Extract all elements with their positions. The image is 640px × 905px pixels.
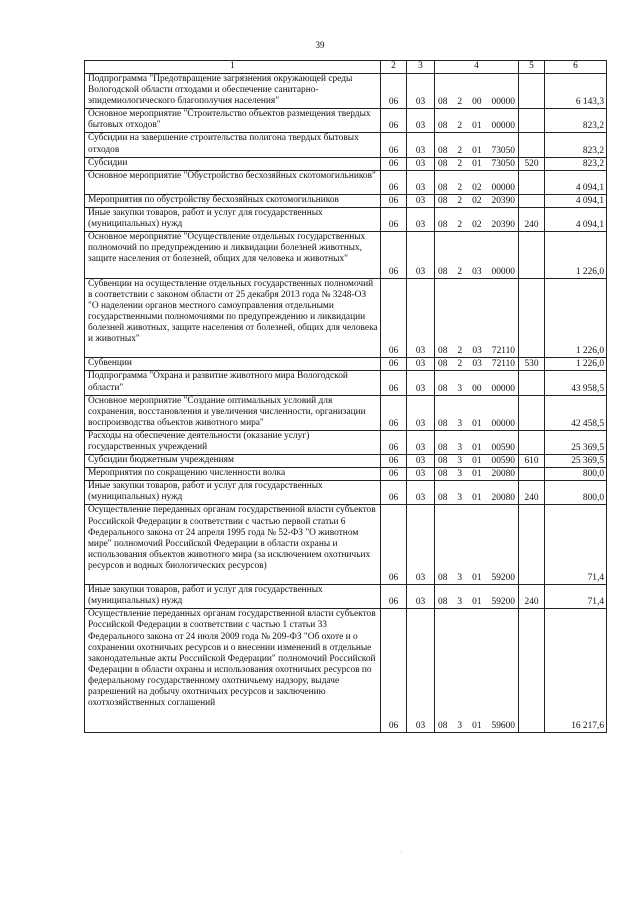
- row-subsection: 03: [407, 430, 435, 454]
- row-subsection: 03: [407, 395, 435, 430]
- target-code-part: 20080: [491, 493, 515, 504]
- target-code-part: 08: [438, 573, 448, 584]
- target-code-parts: [436, 97, 517, 108]
- table-row: [85, 481, 607, 505]
- target-code-part: 08: [438, 220, 448, 231]
- row-section: 06: [381, 455, 407, 468]
- row-amount: 4 094,1: [545, 170, 607, 194]
- col-header-6: 6: [545, 61, 607, 74]
- target-code-part: 3: [457, 721, 463, 732]
- row-expense-type: [519, 74, 545, 109]
- row-amount: 800,0: [545, 481, 607, 505]
- target-code-parts: [436, 220, 517, 231]
- row-description: Субвенции на осуществление отдельных государственных полномочий в соответствии с законом области от 25 декабря 2013 года № 3248-ОЗ "О наделении органов местного самоуправления отдельными государственными полномочиями по предупреждению и ликвидации болезней животных, защите населения от болезней, общих для человека и животных": [85, 278, 381, 358]
- target-code-part: 08: [438, 359, 448, 370]
- page-number: 39: [315, 40, 325, 50]
- target-code-part: 3: [457, 418, 463, 429]
- table-row: [85, 170, 607, 194]
- target-code-parts: [436, 146, 517, 157]
- target-code-parts: [436, 573, 517, 584]
- target-code-part: 08: [438, 346, 448, 357]
- target-code-part: 2: [457, 182, 463, 193]
- target-code-parts: [436, 359, 517, 370]
- col-header-3: 3: [407, 61, 435, 74]
- row-subsection: 03: [407, 609, 435, 733]
- target-code-part: 73050: [491, 158, 515, 169]
- target-code-parts: [436, 196, 517, 207]
- table-body: [85, 74, 607, 733]
- row-subsection: 03: [407, 278, 435, 358]
- row-section: 06: [381, 157, 407, 170]
- row-amount: 823,2: [545, 133, 607, 157]
- row-target-code: [435, 358, 519, 371]
- row-target-code: [435, 170, 519, 194]
- table-row: [85, 395, 607, 430]
- target-code-part: 08: [438, 121, 448, 132]
- row-subsection: 03: [407, 468, 435, 481]
- target-code-part: 2: [457, 145, 463, 156]
- row-section: 06: [381, 208, 407, 232]
- row-section: 06: [381, 585, 407, 609]
- target-code-part: 2: [457, 121, 463, 132]
- target-code-part: 01: [472, 721, 482, 732]
- table-row: [85, 278, 607, 358]
- target-code-part: 2: [457, 266, 463, 277]
- target-code-parts: [436, 493, 517, 504]
- target-code-part: 08: [438, 145, 448, 156]
- target-code-part: 01: [472, 158, 482, 169]
- row-description: Субсидии на завершение строительства полигона твердых бытовых отходов: [85, 133, 381, 157]
- row-expense-type: [519, 609, 545, 733]
- table-row: [85, 133, 607, 157]
- target-code-part: 59200: [491, 597, 515, 608]
- row-section: 06: [381, 232, 407, 278]
- target-code-part: 01: [472, 145, 482, 156]
- row-amount: 800,0: [545, 468, 607, 481]
- row-target-code: [435, 232, 519, 278]
- target-code-part: 03: [472, 346, 482, 357]
- row-subsection: 03: [407, 455, 435, 468]
- target-code-part: 3: [457, 597, 463, 608]
- row-expense-type: [519, 194, 545, 207]
- row-target-code: [435, 585, 519, 609]
- target-code-part: 02: [472, 182, 482, 193]
- row-description: Иные закупки товаров, работ и услуг для государственных (муниципальных) нужд: [85, 481, 381, 505]
- row-expense-type: [519, 468, 545, 481]
- col-header-2: 2: [381, 61, 407, 74]
- table-row: [85, 208, 607, 232]
- target-code-part: 2: [457, 195, 463, 206]
- table-row: [85, 505, 607, 585]
- row-subsection: 03: [407, 74, 435, 109]
- row-target-code: [435, 609, 519, 733]
- row-amount: 1 226,0: [545, 232, 607, 278]
- row-expense-type: 520: [519, 157, 545, 170]
- table-row: [85, 358, 607, 371]
- row-section: 06: [381, 170, 407, 194]
- table-row: [85, 74, 607, 109]
- col-header-5: 5: [519, 61, 545, 74]
- row-description: Подпрограмма "Охрана и развитие животного мира Вологодской области": [85, 371, 381, 395]
- row-target-code: [435, 74, 519, 109]
- row-amount: 43 958,5: [545, 371, 607, 395]
- row-section: 06: [381, 430, 407, 454]
- row-expense-type: [519, 133, 545, 157]
- target-code-part: 01: [472, 121, 482, 132]
- row-expense-type: 610: [519, 455, 545, 468]
- row-description: Основное мероприятие "Обустройство бесхозяйных скотомогильников": [85, 170, 381, 194]
- target-code-part: 01: [472, 469, 482, 480]
- target-code-part: 08: [438, 383, 448, 394]
- row-description: Мероприятия по сокращению численности волка: [85, 468, 381, 481]
- target-code-parts: [436, 183, 517, 194]
- row-description: Субсидии: [85, 157, 381, 170]
- target-code-parts: [436, 721, 517, 732]
- target-code-part: 08: [438, 97, 448, 108]
- row-amount: 16 217,6: [545, 609, 607, 733]
- row-description: Основное мероприятие "Строительство объектов размещения твердых бытовых отходов": [85, 109, 381, 133]
- target-code-part: 3: [457, 383, 463, 394]
- row-amount: 1 226,0: [545, 278, 607, 358]
- target-code-part: 08: [438, 597, 448, 608]
- row-section: 06: [381, 481, 407, 505]
- target-code-part: 2: [457, 359, 463, 370]
- row-target-code: [435, 133, 519, 157]
- target-code-part: 2: [457, 346, 463, 357]
- table-row: [85, 232, 607, 278]
- target-code-part: 20390: [491, 195, 515, 206]
- header-row: [85, 61, 607, 74]
- row-subsection: 03: [407, 208, 435, 232]
- row-expense-type: [519, 170, 545, 194]
- row-target-code: [435, 109, 519, 133]
- row-target-code: [435, 208, 519, 232]
- row-section: 06: [381, 468, 407, 481]
- target-code-part: 72110: [491, 359, 515, 370]
- row-expense-type: 240: [519, 585, 545, 609]
- target-code-part: 2: [457, 158, 463, 169]
- row-description: Субсидии бюджетным учреждениям: [85, 455, 381, 468]
- scan-mark: ·: [400, 850, 402, 856]
- target-code-parts: [436, 443, 517, 454]
- target-code-part: 59600: [491, 721, 515, 732]
- table-row: [85, 194, 607, 207]
- row-description: Иные закупки товаров, работ и услуг для государственных (муниципальных) нужд: [85, 208, 381, 232]
- target-code-part: 00: [472, 383, 482, 394]
- row-section: 06: [381, 505, 407, 585]
- target-code-part: 3: [457, 493, 463, 504]
- row-section: 06: [381, 74, 407, 109]
- row-amount: 4 094,1: [545, 208, 607, 232]
- table-row: [85, 109, 607, 133]
- row-target-code: [435, 468, 519, 481]
- row-section: 06: [381, 278, 407, 358]
- table-row: [85, 157, 607, 170]
- row-subsection: 03: [407, 371, 435, 395]
- target-code-part: 08: [438, 266, 448, 277]
- row-description: Осуществление переданных органам государственной власти субъектов Российской Федерации в соответствии с частью 1 статьи 33 Федерального закона от 24 июля 2009 года № 209-ФЗ "Об охоте и о сохранении охотничьих ресурсов и о внесении изменений в отдельные законодательные акты Российской Федерации" полномочий Российской Федерации в области охраны и использования охотничьих ресурсов по федеральному государственному охотничьему надзору, выдаче разрешений на добычу охотничьих ресурсов и заключению охотхозяйственных соглашений: [85, 609, 381, 733]
- target-code-part: 08: [438, 442, 448, 453]
- col-header-4: 4: [435, 61, 519, 74]
- row-section: 06: [381, 358, 407, 371]
- target-code-part: 03: [472, 359, 482, 370]
- target-code-part: 08: [438, 721, 448, 732]
- target-code-parts: [436, 159, 517, 170]
- target-code-part: 72110: [491, 346, 515, 357]
- row-amount: 6 143,3: [545, 74, 607, 109]
- row-subsection: 03: [407, 358, 435, 371]
- row-subsection: 03: [407, 133, 435, 157]
- table-row: [85, 585, 607, 609]
- target-code-part: 08: [438, 456, 448, 467]
- target-code-parts: [436, 121, 517, 132]
- row-subsection: 03: [407, 232, 435, 278]
- target-code-part: 08: [438, 182, 448, 193]
- target-code-parts: [436, 267, 517, 278]
- row-subsection: 03: [407, 109, 435, 133]
- target-code-part: 03: [472, 266, 482, 277]
- target-code-part: 2: [457, 220, 463, 231]
- target-code-part: 00000: [491, 121, 515, 132]
- row-target-code: [435, 455, 519, 468]
- target-code-part: 01: [472, 493, 482, 504]
- row-description: Мероприятия по обустройству бесхозяйных скотомогильников: [85, 194, 381, 207]
- target-code-part: 08: [438, 158, 448, 169]
- row-amount: 71,4: [545, 505, 607, 585]
- target-code-part: 01: [472, 597, 482, 608]
- target-code-part: 2: [457, 97, 463, 108]
- row-description: Основное мероприятие "Создание оптимальных условий для сохранения, восстановления и увеличения численности, организации воспроизводства объектов животного мира": [85, 395, 381, 430]
- col-header-1: 1: [85, 61, 381, 74]
- row-expense-type: [519, 430, 545, 454]
- row-description: Осуществление переданных органам государственной власти субъектов Российской Федерации в соответствии с частью первой статьи 6 Федерального закона от 24 апреля 1995 года № 52-ФЗ "О животном мире" полномочий Российской Федерации в области охраны и использования объектов животного мира (за исключением охотничьих ресурсов и водных биологических ресурсов): [85, 505, 381, 585]
- target-code-parts: [436, 384, 517, 395]
- target-code-part: 00000: [491, 383, 515, 394]
- target-code-part: 00000: [491, 266, 515, 277]
- row-target-code: [435, 157, 519, 170]
- row-subsection: 03: [407, 157, 435, 170]
- row-expense-type: [519, 109, 545, 133]
- target-code-part: 00000: [491, 97, 515, 108]
- target-code-part: 00000: [491, 418, 515, 429]
- target-code-part: 20390: [491, 220, 515, 231]
- row-subsection: 03: [407, 585, 435, 609]
- row-amount: 1 226,0: [545, 358, 607, 371]
- row-section: 06: [381, 194, 407, 207]
- row-section: 06: [381, 109, 407, 133]
- target-code-part: 3: [457, 442, 463, 453]
- table-row: [85, 455, 607, 468]
- row-target-code: [435, 430, 519, 454]
- row-subsection: 03: [407, 481, 435, 505]
- row-description: Основное мероприятие "Осуществление отдельных государственных полномочий по предупреждению и ликвидации болезней животных, защите населения от болезней, общих для человека и животных": [85, 232, 381, 278]
- row-subsection: 03: [407, 170, 435, 194]
- row-expense-type: [519, 395, 545, 430]
- row-expense-type: [519, 505, 545, 585]
- row-description: Иные закупки товаров, работ и услуг для государственных (муниципальных) нужд: [85, 585, 381, 609]
- row-amount: 71,4: [545, 585, 607, 609]
- row-expense-type: 240: [519, 208, 545, 232]
- target-code-parts: [436, 456, 517, 467]
- row-expense-type: [519, 232, 545, 278]
- row-amount: 4 094,1: [545, 194, 607, 207]
- target-code-part: 59200: [491, 573, 515, 584]
- target-code-part: 08: [438, 469, 448, 480]
- row-target-code: [435, 395, 519, 430]
- row-section: 06: [381, 609, 407, 733]
- target-code-part: 08: [438, 418, 448, 429]
- row-target-code: [435, 371, 519, 395]
- table-row: [85, 430, 607, 454]
- table-row: [85, 609, 607, 733]
- row-description: Субвенции: [85, 358, 381, 371]
- row-amount: 25 369,5: [545, 455, 607, 468]
- row-expense-type: [519, 278, 545, 358]
- target-code-part: 01: [472, 456, 482, 467]
- target-code-part: 01: [472, 418, 482, 429]
- row-target-code: [435, 194, 519, 207]
- target-code-part: 3: [457, 573, 463, 584]
- target-code-part: 3: [457, 456, 463, 467]
- table-row: [85, 468, 607, 481]
- target-code-part: 00590: [491, 456, 515, 467]
- row-subsection: 03: [407, 505, 435, 585]
- row-section: 06: [381, 371, 407, 395]
- target-code-part: 08: [438, 493, 448, 504]
- row-target-code: [435, 278, 519, 358]
- target-code-part: 00000: [491, 182, 515, 193]
- row-expense-type: [519, 371, 545, 395]
- row-section: 06: [381, 395, 407, 430]
- table-row: [85, 371, 607, 395]
- target-code-part: 08: [438, 195, 448, 206]
- row-amount: 823,2: [545, 109, 607, 133]
- target-code-parts: [436, 597, 517, 608]
- target-code-part: 73050: [491, 145, 515, 156]
- target-code-parts: [436, 346, 517, 357]
- row-expense-type: 240: [519, 481, 545, 505]
- row-description: Подпрограмма "Предотвращение загрязнения окружающей среды Вологодской области отходами и обеспечение санитарно-эпидемиологического благополучия населения": [85, 74, 381, 109]
- target-code-part: 01: [472, 442, 482, 453]
- row-target-code: [435, 505, 519, 585]
- target-code-part: 00: [472, 97, 482, 108]
- row-subsection: 03: [407, 194, 435, 207]
- target-code-part: 01: [472, 573, 482, 584]
- target-code-part: 00590: [491, 442, 515, 453]
- target-code-parts: [436, 419, 517, 430]
- row-description: Расходы на обеспечение деятельности (оказание услуг) государственных учреждений: [85, 430, 381, 454]
- target-code-part: 02: [472, 220, 482, 231]
- target-code-part: 02: [472, 195, 482, 206]
- target-code-part: 20080: [491, 469, 515, 480]
- target-code-parts: [436, 469, 517, 480]
- row-amount: 42 458,5: [545, 395, 607, 430]
- row-amount: 25 369,5: [545, 430, 607, 454]
- row-target-code: [435, 481, 519, 505]
- budget-table: [84, 60, 607, 733]
- row-section: 06: [381, 133, 407, 157]
- row-amount: 823,2: [545, 157, 607, 170]
- target-code-part: 3: [457, 469, 463, 480]
- row-expense-type: 530: [519, 358, 545, 371]
